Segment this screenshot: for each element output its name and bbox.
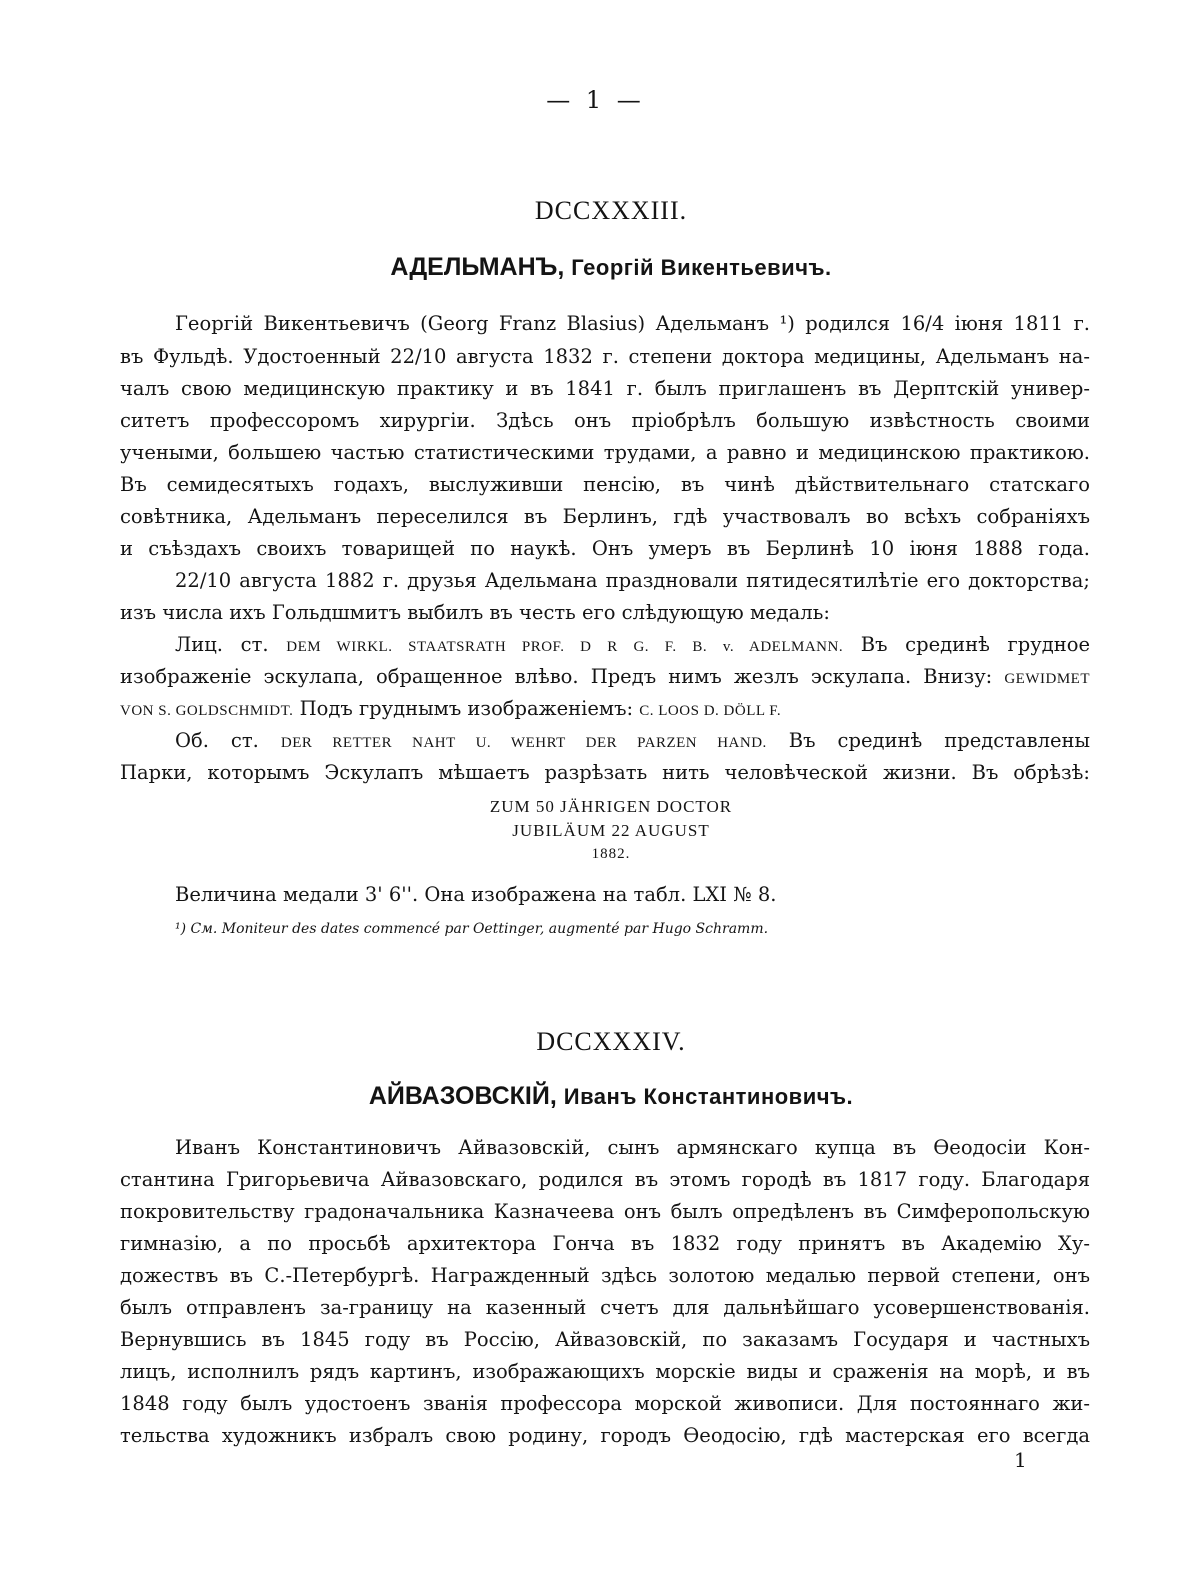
entry-1-line-7: совѣтника, Адельманъ переселился въ Берлинъ, гдѣ участвовалъ во всѣхъ собраніяхъ <box>120 505 1090 528</box>
entry-2-line-2: стантина Григорьевича Айвазовскаго, родился въ этомъ городѣ въ 1817 году. Благодаря <box>120 1168 1090 1191</box>
entry-2-surname: АЙВАЗОВСКІЙ, <box>368 1082 557 1110</box>
entry-2-line-6: былъ отправленъ за-границу на казенный счетъ для дальнѣйшаго усовершенствованія. <box>120 1296 1090 1319</box>
exergue-line-1: ZUM 50 JÄHRIGEN DOCTOR <box>489 797 733 816</box>
obverse-von: VON S. GOLDSCHMIDT. <box>120 703 294 719</box>
medal-size-line: Величина медали 3' 6''. Она изображена на табл. LXI № 8. <box>175 883 777 906</box>
entry-1-para2-line-2: изъ числа ихъ Гольдшмитъ выбилъ въ честь его слѣдующую медаль: <box>120 601 830 624</box>
entry-2-line-3: покровительству градоначальника Казначеева онъ былъ опредѣленъ въ Симферопольскую <box>120 1200 1090 1223</box>
exergue-line-2: JUBILÄUM 22 AUGUST <box>512 821 710 840</box>
entry-2-given-name: Иванъ Константиновичъ. <box>563 1084 854 1109</box>
obverse-signature: C. LOOS D. DÖLL F. <box>639 703 782 719</box>
obverse-inscription: DEM WIRKL. STAATSRATH PROF. D R G. F. B. v. ADELMANN. <box>286 639 844 655</box>
entry-1-line-3: чалъ свою медицинскую практику и въ 1841 г. былъ приглашенъ въ Дерптскій универ- <box>120 377 1090 400</box>
page-header: — 1 — <box>546 86 645 114</box>
obverse-line-3 <box>120 697 1090 720</box>
entry-1-given-name: Георгій Викентьевичъ. <box>571 255 832 280</box>
reverse-label: Об. ст. <box>175 729 259 752</box>
entry-1-line-2: въ Фульдѣ. Удостоенный 22/10 августа 1832 г. степени доктора медицины, Адельманъ на- <box>120 345 1090 368</box>
entry-2-line-8: лицъ, исполнилъ рядъ картинъ, изображающихъ морскіе виды и сраженія на морѣ, и въ <box>120 1360 1090 1383</box>
entry-2-line-10: тельства художникъ избралъ свою родину, городъ Ѳеодосію, гдѣ мастерская его всегда <box>120 1424 1090 1447</box>
reverse-inscription: DER RETTER NAHT U. WEHRT DER PARZEN HAND. <box>280 735 767 751</box>
entry-2-line-4: гимназію, а по просьбѣ архитектора Гонча въ 1832 году принятъ въ Академію Ху- <box>120 1232 1090 1255</box>
obverse-label: Лиц. ст. <box>175 633 269 656</box>
entry-1-line-4: ситетъ профессоромъ хирургіи. Здѣсь онъ пріобрѣлъ большую извѣстность своими <box>120 409 1090 432</box>
footnote: ¹) См. Moniteur des dates commencé par Oettinger, augmenté par Hugo Schramm. <box>175 921 769 937</box>
entry-1-title <box>0 253 1191 282</box>
entry-2-line-7: Вернувшись въ 1845 году въ Россію, Айвазовскій, по заказамъ Государя и частныхъ <box>120 1328 1090 1351</box>
obverse-text-2: изображеніе эскулапа, обращенное влѣво. Предъ нимъ жезлъ эскулапа. Внизу: <box>120 665 993 688</box>
entry-2-title <box>0 1082 1191 1111</box>
entry-1-line-8: и съѣздахъ своихъ товарищей по наукѣ. Онъ умеръ въ Берлинѣ 10 іюня 1888 года. <box>120 537 1090 560</box>
entry-2-line-5: дожествъ въ С.-Петербургѣ. Награжденный здѣсь золотою медалью первой степени, онъ <box>120 1264 1090 1287</box>
entry-1-number: DCCXXXIII. <box>534 196 688 225</box>
entry-1-surname: АДЕЛЬМАНЪ, <box>390 253 565 281</box>
entry-1-para2-line-1: 22/10 августа 1882 г. друзья Адельмана праздновали пятидесятилѣтіе его докторства; <box>175 569 1090 592</box>
entry-2-line-9: 1848 году былъ удостоенъ званія профессора морской живописи. Для постояннаго жи- <box>120 1392 1090 1415</box>
entry-1-line-1: Георгій Викентьевичъ (Georg Franz Blasius) Адельманъ ¹) родился 16/4 іюня 1811 г. <box>175 312 1090 335</box>
exergue-line-3: 1882. <box>591 846 631 862</box>
reverse-line-1 <box>175 729 1090 752</box>
page-number: 1 <box>1014 1448 1027 1472</box>
reverse-line-2: Парки, которымъ Эскулапъ мѣшаетъ разрѣзать нить человѣческой жизни. Въ обрѣзѣ: <box>120 761 1090 784</box>
obverse-text-3: Подъ груднымъ изображеніемъ: <box>299 697 634 720</box>
obverse-text-1: Въ срединѣ грудное <box>860 633 1090 656</box>
reverse-text-1: Въ срединѣ представлены <box>788 729 1091 752</box>
obverse-line-1 <box>175 633 1090 656</box>
obverse-line-2 <box>120 665 1090 688</box>
entry-2-line-1: Иванъ Константиновичъ Айвазовскій, сынъ армянскаго купца въ Ѳеодосіи Кон- <box>175 1136 1090 1159</box>
entry-1-line-6: Въ семидесятыхъ годахъ, выслуживши пенсію, въ чинѣ дѣйствительнаго статскаго <box>120 473 1090 496</box>
entry-2-number: DCCXXXIV. <box>536 1027 686 1056</box>
obverse-gewidmet: GEWIDMET <box>1004 671 1090 687</box>
entry-1-line-5: учеными, большею частью статистическими трудами, а равно и медицинскою практикою. <box>120 441 1090 464</box>
